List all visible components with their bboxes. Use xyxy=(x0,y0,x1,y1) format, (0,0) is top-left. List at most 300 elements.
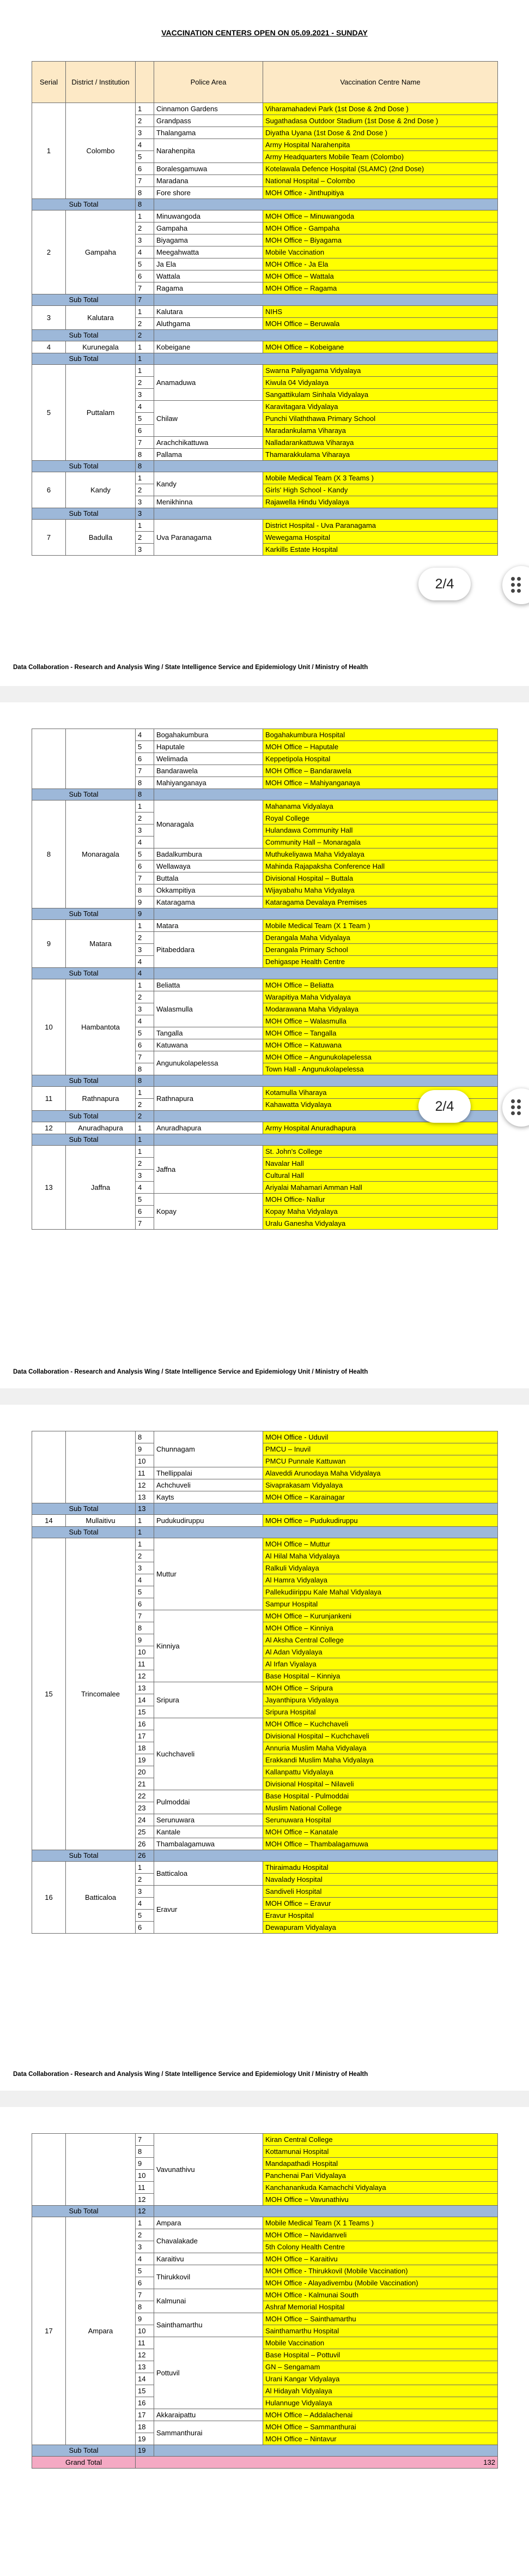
police-area-cell: Kopay xyxy=(154,1194,263,1230)
district-cell: Kandy xyxy=(66,472,136,508)
centre-name-cell: Navalady Hospital xyxy=(263,1874,498,1886)
row-number: 15 xyxy=(136,1706,154,1718)
police-area-cell: Anuradhapura xyxy=(154,1122,263,1134)
centre-name-cell: Viharamahadevi Park (1st Dose & 2nd Dose ) xyxy=(263,103,498,115)
centre-name-cell: Mobile Vaccination xyxy=(263,2337,498,2349)
police-area-cell: Wellawaya xyxy=(154,860,263,872)
subtotal-row xyxy=(32,294,498,306)
subtotal-row xyxy=(32,1503,498,1515)
row-number: 7 xyxy=(136,765,154,777)
row-number: 25 xyxy=(136,1826,154,1838)
page-indicator[interactable]: 2/4 xyxy=(418,568,471,600)
row-number: 3 xyxy=(136,127,154,139)
subtotal-value: 8 xyxy=(136,789,154,801)
centre-name-cell: Kataragama Devalaya Premises xyxy=(263,896,498,908)
subtotal-blank xyxy=(154,353,498,365)
centre-name-cell: MOH Office – Mahiyanganaya xyxy=(263,777,498,789)
centre-name-cell: Punchi Vilaththawa Primary School xyxy=(263,413,498,425)
centre-name-cell: MOH Office – Bandarawela xyxy=(263,765,498,777)
row-number: 9 xyxy=(136,2158,154,2170)
subtotal-blank xyxy=(154,2206,498,2217)
centre-name-cell: Navalar Hall xyxy=(263,1158,498,1170)
row-number: 1 xyxy=(136,1087,154,1099)
centre-name-cell: Al Hilal Maha Vidyalaya xyxy=(263,1550,498,1562)
centre-name-cell: MOH Office - Kalmunai South xyxy=(263,2289,498,2301)
serial-cell: 8 xyxy=(32,801,66,908)
table-row xyxy=(32,979,498,991)
police-area-cell: Arachchikattuwa xyxy=(154,437,263,449)
centre-name-cell: MOH Office – Walasmulla xyxy=(263,1015,498,1027)
centre-name-cell: MOH Office – Kinniya xyxy=(263,1622,498,1634)
row-number: 5 xyxy=(136,1194,154,1206)
district-cell: Batticaloa xyxy=(66,1862,136,1934)
row-number: 13 xyxy=(136,2361,154,2373)
subtotal-value: 19 xyxy=(136,2445,154,2457)
police-area-cell: Serunuwara xyxy=(154,1814,263,1826)
row-number: 2 xyxy=(136,115,154,127)
police-area-cell: Kuchchaveli xyxy=(154,1718,263,1790)
district-cell: Badulla xyxy=(66,520,136,556)
centre-name-cell: Sandiveli Hospital xyxy=(263,1886,498,1898)
row-number: 26 xyxy=(136,1838,154,1850)
row-number: 12 xyxy=(136,1479,154,1491)
centre-name-cell: Alaveddi Arunodaya Maha Vidyalaya xyxy=(263,1467,498,1479)
centre-name-cell: Uralu Ganesha Vidyalaya xyxy=(263,1218,498,1230)
centre-name-cell: National Hospital – Colombo xyxy=(263,175,498,187)
document-page-3 xyxy=(0,1405,529,2091)
row-number: 5 xyxy=(136,1910,154,1922)
row-number: 2 xyxy=(136,377,154,389)
centre-name-cell: Kallanpattu Vidyalaya xyxy=(263,1766,498,1778)
centre-name-cell: Wewegama Hospital xyxy=(263,532,498,544)
header-serial: Serial xyxy=(32,62,66,103)
subtotal-label: Sub Total xyxy=(32,968,136,979)
row-number: 4 xyxy=(136,1015,154,1027)
subtotal-blank xyxy=(154,1134,498,1146)
subtotal-blank xyxy=(154,508,498,520)
row-number: 4 xyxy=(136,246,154,258)
centre-name-cell: MOH Office – Thambalagamuwa xyxy=(263,1838,498,1850)
centre-name-cell: Mahinda Rajapaksha Conference Hall xyxy=(263,860,498,872)
centre-name-cell: Thiraimadu Hospital xyxy=(263,1862,498,1874)
centre-name-cell: Girls' High School - Kandy xyxy=(263,484,498,496)
district-cell: Puttalam xyxy=(66,365,136,461)
row-number: 6 xyxy=(136,753,154,765)
serial-cell: 6 xyxy=(32,472,66,508)
centre-name-cell: Al Hidayah Vidyalaya xyxy=(263,2385,498,2397)
centre-name-cell: Sivaprakasam Vidyalaya xyxy=(263,1479,498,1491)
centre-name-cell: PMCU – Inuvil xyxy=(263,1443,498,1455)
table-header-row xyxy=(32,62,498,103)
header-centre-name: Vaccination Centre Name xyxy=(263,62,498,103)
police-area-cell: Chunnagam xyxy=(154,1431,263,1467)
centre-name-cell: Eravur Hospital xyxy=(263,1910,498,1922)
police-area-cell: Biyagama xyxy=(154,234,263,246)
police-area-cell: Kalmunai xyxy=(154,2289,263,2313)
police-area-cell: Kantale xyxy=(154,1826,263,1838)
centre-name-cell: Rajawella Hindu Vidyalaya xyxy=(263,496,498,508)
centre-name-cell: District Hospital - Uva Paranagama xyxy=(263,520,498,532)
district-cell: Hambantota xyxy=(66,979,136,1075)
police-area-cell: Kalutara xyxy=(154,306,263,318)
centre-name-cell: MOH Office – Pudukudiruppu xyxy=(263,1515,498,1527)
police-area-cell: Maradana xyxy=(154,175,263,187)
row-number: 1 xyxy=(136,920,154,932)
table-row xyxy=(32,1122,498,1134)
subtotal-blank xyxy=(154,2445,498,2457)
row-number: 7 xyxy=(136,282,154,294)
row-number: 8 xyxy=(136,2146,154,2158)
subtotal-row xyxy=(32,908,498,920)
subtotal-row xyxy=(32,968,498,979)
centre-name-cell: MOH Office – Nintavur xyxy=(263,2433,498,2445)
row-number: 2 xyxy=(136,1099,154,1111)
row-number: 1 xyxy=(136,341,154,353)
subtotal-row xyxy=(32,199,498,210)
subtotal-blank xyxy=(154,908,498,920)
row-number: 23 xyxy=(136,1802,154,1814)
row-number: 5 xyxy=(136,2265,154,2277)
document-page-2 xyxy=(0,702,529,1388)
centre-name-cell: Hulannuge Vidyalaya xyxy=(263,2397,498,2409)
row-number: 2 xyxy=(136,532,154,544)
serial-cell: 15 xyxy=(32,1538,66,1850)
centre-name-cell: Annuria Muslim Maha Vidyalaya xyxy=(263,1742,498,1754)
row-number: 1 xyxy=(136,1515,154,1527)
police-area-cell: Uva Paranagama xyxy=(154,520,263,556)
page-indicator[interactable]: 2/4 xyxy=(418,1090,471,1123)
police-area-cell: Muttur xyxy=(154,1538,263,1610)
police-area-cell: Minuwangoda xyxy=(154,210,263,222)
district-cell: Ampara xyxy=(66,2217,136,2445)
serial-cell: 11 xyxy=(32,1087,66,1111)
subtotal-blank xyxy=(154,1075,498,1087)
row-number: 9 xyxy=(136,2313,154,2325)
centre-name-cell: MOH Office - Thirukkovil (Mobile Vaccination) xyxy=(263,2265,498,2277)
row-number: 1 xyxy=(136,365,154,377)
row-number: 16 xyxy=(136,1718,154,1730)
centre-name-cell: Karavitagara Vidyalaya xyxy=(263,401,498,413)
row-number: 7 xyxy=(136,1051,154,1063)
centre-name-cell: MOH Office – Kuchchaveli xyxy=(263,1718,498,1730)
subtotal-blank xyxy=(154,199,498,210)
row-number: 12 xyxy=(136,1670,154,1682)
centre-name-cell: Kiran Central College xyxy=(263,2134,498,2146)
police-area-cell: Pallama xyxy=(154,449,263,461)
centre-name-cell: MOH Office – Wattala xyxy=(263,270,498,282)
subtotal-label: Sub Total xyxy=(32,1075,136,1087)
centre-name-cell: Derangala Primary School xyxy=(263,944,498,956)
centre-name-cell: Base Hospital – Kinniya xyxy=(263,1670,498,1682)
subtotal-blank xyxy=(154,968,498,979)
row-number: 5 xyxy=(136,258,154,270)
police-area-cell: Thalangama xyxy=(154,127,263,139)
row-number: 7 xyxy=(136,872,154,884)
table-row xyxy=(32,210,498,222)
centre-name-cell: Kahawatta Vidyalaya xyxy=(263,1099,498,1111)
table-row xyxy=(32,729,498,741)
centre-name-cell: Ralkuli Vidyalaya xyxy=(263,1562,498,1574)
row-number: 3 xyxy=(136,389,154,401)
centre-name-cell: Muthukeliyawa Maha Vidyalaya xyxy=(263,848,498,860)
centre-name-cell: Pallekudiirippu Kale Mahal Vidyalaya xyxy=(263,1586,498,1598)
row-number: 2 xyxy=(136,222,154,234)
row-number: 9 xyxy=(136,896,154,908)
centre-name-cell: MOH Office – Minuwangoda xyxy=(263,210,498,222)
row-number: 3 xyxy=(136,2241,154,2253)
police-area-cell: Katuwana xyxy=(154,1039,263,1051)
row-number: 16 xyxy=(136,2397,154,2409)
header-number xyxy=(136,62,154,103)
row-number: 15 xyxy=(136,2385,154,2397)
district-cell xyxy=(66,1431,136,1503)
centre-name-cell: Panchenai Pari Vidyalaya xyxy=(263,2170,498,2182)
centre-name-cell: Kotelawala Defence Hospital (SLAMC) (2nd Dose) xyxy=(263,163,498,175)
subtotal-label: Sub Total xyxy=(32,1503,136,1515)
police-area-cell: Walasmulla xyxy=(154,991,263,1027)
row-number: 4 xyxy=(136,836,154,848)
centre-name-cell: Al Aksha Central College xyxy=(263,1634,498,1646)
row-number: 12 xyxy=(136,2349,154,2361)
row-number: 7 xyxy=(136,175,154,187)
centre-name-cell: MOH Office – Sainthamarthu xyxy=(263,2313,498,2325)
police-area-cell: Karaitivu xyxy=(154,2253,263,2265)
subtotal-blank xyxy=(154,789,498,801)
grand-total-row xyxy=(32,2457,498,2469)
district-cell: Kalutara xyxy=(66,306,136,330)
row-number: 10 xyxy=(136,2170,154,2182)
serial-cell: 14 xyxy=(32,1515,66,1527)
centre-name-cell: Diyatha Uyana (1st Dose & 2nd Dose ) xyxy=(263,127,498,139)
row-number: 8 xyxy=(136,884,154,896)
subtotal-row xyxy=(32,1850,498,1862)
table-row xyxy=(32,2134,498,2146)
header-police-area: Police Area xyxy=(154,62,263,103)
district-cell: Gampaha xyxy=(66,210,136,294)
row-number: 4 xyxy=(136,2253,154,2265)
centre-name-cell: Town Hall - Angunukolapelessa xyxy=(263,1063,498,1075)
row-number: 7 xyxy=(136,437,154,449)
centre-name-cell: MOH Office - Alayadivembu (Mobile Vaccination) xyxy=(263,2277,498,2289)
table-row xyxy=(32,520,498,532)
subtotal-row xyxy=(32,2445,498,2457)
subtotal-blank xyxy=(154,461,498,472)
police-area-cell: Narahenpita xyxy=(154,139,263,163)
district-cell: Trincomalee xyxy=(66,1538,136,1850)
centre-name-cell: Erakkandi Muslim Maha Vidyalaya xyxy=(263,1754,498,1766)
row-number: 3 xyxy=(136,544,154,556)
row-number: 7 xyxy=(136,1610,154,1622)
police-area-cell: Jaffna xyxy=(154,1146,263,1194)
row-number: 4 xyxy=(136,956,154,968)
police-area-cell: Vavunathivu xyxy=(154,2134,263,2206)
document-title: VACCINATION CENTERS OPEN ON 05.09.2021 - SUNDAY xyxy=(161,28,368,37)
table-row xyxy=(32,306,498,318)
row-number: 6 xyxy=(136,163,154,175)
police-area-cell: Pulmoddai xyxy=(154,1790,263,1814)
centre-name-cell: MOH Office – Katuwana xyxy=(263,1039,498,1051)
row-number: 13 xyxy=(136,1491,154,1503)
centre-name-cell: Mobile Vaccination xyxy=(263,246,498,258)
centre-name-cell: Sugathadasa Outdoor Stadium (1st Dose & 2nd Dose ) xyxy=(263,115,498,127)
police-area-cell: Pottuvil xyxy=(154,2337,263,2409)
centre-name-cell: MOH Office – Addalachenai xyxy=(263,2409,498,2421)
centre-name-cell: MOH Office - Gampaha xyxy=(263,222,498,234)
centre-name-cell: Sangattikulam Sinhala Vidyalaya xyxy=(263,389,498,401)
row-number: 10 xyxy=(136,2325,154,2337)
serial-cell: 10 xyxy=(32,979,66,1075)
police-area-cell: Kobeigane xyxy=(154,341,263,353)
district-cell: Anuradhapura xyxy=(66,1122,136,1134)
row-number: 1 xyxy=(136,979,154,991)
subtotal-label: Sub Total xyxy=(32,908,136,920)
police-area-cell: Thambalagamuwa xyxy=(154,1838,263,1850)
row-number: 4 xyxy=(136,729,154,741)
police-area-cell: Monaragala xyxy=(154,801,263,848)
serial-cell: 2 xyxy=(32,210,66,294)
centre-name-cell: Modarawana Maha Vidyalaya xyxy=(263,1003,498,1015)
header-district: District / Institution xyxy=(66,62,136,103)
row-number: 5 xyxy=(136,741,154,753)
police-area-cell: Okkampitiya xyxy=(154,884,263,896)
subtotal-value: 13 xyxy=(136,1503,154,1515)
subtotal-blank xyxy=(154,330,498,341)
police-area-cell: Kinniya xyxy=(154,1610,263,1682)
centre-name-cell: Jayanthipura Vidyalaya xyxy=(263,1694,498,1706)
serial-cell xyxy=(32,729,66,789)
police-area-cell: Chavalakade xyxy=(154,2229,263,2253)
centre-name-cell: MOH Office- Nallur xyxy=(263,1194,498,1206)
row-number: 10 xyxy=(136,1455,154,1467)
centre-name-cell: Royal College xyxy=(263,812,498,824)
district-cell xyxy=(66,2134,136,2206)
police-area-cell: Haputale xyxy=(154,741,263,753)
police-area-cell: Pitabeddara xyxy=(154,932,263,968)
district-cell: Matara xyxy=(66,920,136,968)
row-number: 21 xyxy=(136,1778,154,1790)
centre-name-cell: Kotamulla Viharaya xyxy=(263,1087,498,1099)
centre-name-cell: Mobile Medical Team (X 3 Teams ) xyxy=(263,472,498,484)
serial-cell: 9 xyxy=(32,920,66,968)
row-number: 5 xyxy=(136,1586,154,1598)
row-number: 13 xyxy=(136,1682,154,1694)
row-number: 5 xyxy=(136,1027,154,1039)
centre-name-cell: Maradankulama Viharaya xyxy=(263,425,498,437)
subtotal-label: Sub Total xyxy=(32,508,136,520)
centre-name-cell: MOH Office – Vavunathivu xyxy=(263,2194,498,2206)
row-number: 2 xyxy=(136,1874,154,1886)
row-number: 2 xyxy=(136,932,154,944)
table-row xyxy=(32,341,498,353)
centre-name-cell: Urani Kangar Vidyalaya xyxy=(263,2373,498,2385)
district-cell: Colombo xyxy=(66,103,136,199)
vaccination-table xyxy=(32,729,498,1230)
police-area-cell: Beliatta xyxy=(154,979,263,991)
row-number: 9 xyxy=(136,1443,154,1455)
police-area-cell: Sainthamarthu xyxy=(154,2313,263,2337)
row-number: 17 xyxy=(136,2409,154,2421)
centre-name-cell: Base Hospital - Pulmoddai xyxy=(263,1790,498,1802)
police-area-cell: Pudukudiruppu xyxy=(154,1515,263,1527)
centre-name-cell: Mobile Medical Team (X 1 Teams ) xyxy=(263,2217,498,2229)
row-number: 11 xyxy=(136,2182,154,2194)
serial-cell: 16 xyxy=(32,1862,66,1934)
row-number: 6 xyxy=(136,270,154,282)
row-number: 4 xyxy=(136,401,154,413)
serial-cell: 17 xyxy=(32,2217,66,2445)
row-number: 7 xyxy=(136,2134,154,2146)
row-number: 6 xyxy=(136,2277,154,2289)
row-number: 3 xyxy=(136,944,154,956)
centre-name-cell: Bogahakumbura Hospital xyxy=(263,729,498,741)
row-number: 10 xyxy=(136,1646,154,1658)
subtotal-value: 1 xyxy=(136,1527,154,1538)
centre-name-cell: MOH Office – Tangalla xyxy=(263,1027,498,1039)
police-area-cell: Kayts xyxy=(154,1491,263,1503)
subtotal-label: Sub Total xyxy=(32,1134,136,1146)
table-row xyxy=(32,1862,498,1874)
centre-name-cell: MOH Office – Navidanveli xyxy=(263,2229,498,2241)
serial-cell: 1 xyxy=(32,103,66,199)
row-number: 2 xyxy=(136,318,154,330)
centre-name-cell: Community Hall – Monaragala xyxy=(263,836,498,848)
subtotal-label: Sub Total xyxy=(32,2445,136,2457)
centre-name-cell: MOH Office - Ja Ela xyxy=(263,258,498,270)
centre-name-cell: Karkills Estate Hospital xyxy=(263,544,498,556)
row-number: 4 xyxy=(136,1182,154,1194)
row-number: 4 xyxy=(136,1898,154,1910)
police-area-cell: Matara xyxy=(154,920,263,932)
subtotal-row xyxy=(32,1075,498,1087)
centre-name-cell: Cultural Hall xyxy=(263,1170,498,1182)
document-page-4 xyxy=(0,2107,529,2576)
subtotal-blank xyxy=(154,294,498,306)
district-cell xyxy=(66,729,136,789)
police-area-cell: Anamaduwa xyxy=(154,365,263,401)
centre-name-cell: MOH Office - Uduvil xyxy=(263,1431,498,1443)
subtotal-label: Sub Total xyxy=(32,1111,136,1122)
centre-name-cell: MOH Office – Karaitivu xyxy=(263,2253,498,2265)
centre-name-cell: Sainthamarthu Hospital xyxy=(263,2325,498,2337)
subtotal-row xyxy=(32,1134,498,1146)
row-number: 17 xyxy=(136,1730,154,1742)
row-number: 8 xyxy=(136,1063,154,1075)
row-number: 3 xyxy=(136,234,154,246)
serial-cell: 7 xyxy=(32,520,66,556)
row-number: 18 xyxy=(136,1742,154,1754)
police-area-cell: Buttala xyxy=(154,872,263,884)
centre-name-cell: MOH Office – Haputale xyxy=(263,741,498,753)
centre-name-cell: Warapitiya Maha Vidyalaya xyxy=(263,991,498,1003)
centre-name-cell: Muslim National College xyxy=(263,1802,498,1814)
centre-name-cell: GN – Sengamam xyxy=(263,2361,498,2373)
row-number: 1 xyxy=(136,306,154,318)
row-number: 7 xyxy=(136,2289,154,2301)
police-area-cell: Badalkumbura xyxy=(154,848,263,860)
serial-cell xyxy=(32,1431,66,1503)
row-number: 8 xyxy=(136,1622,154,1634)
subtotal-value: 1 xyxy=(136,353,154,365)
subtotal-row xyxy=(32,461,498,472)
serial-cell xyxy=(32,2134,66,2206)
row-number: 5 xyxy=(136,848,154,860)
subtotal-label: Sub Total xyxy=(32,353,136,365)
centre-name-cell: Dewapuram Vidyalaya xyxy=(263,1922,498,1934)
subtotal-value: 2 xyxy=(136,1111,154,1122)
subtotal-value: 12 xyxy=(136,2206,154,2217)
subtotal-blank xyxy=(154,1850,498,1862)
row-number: 2 xyxy=(136,812,154,824)
